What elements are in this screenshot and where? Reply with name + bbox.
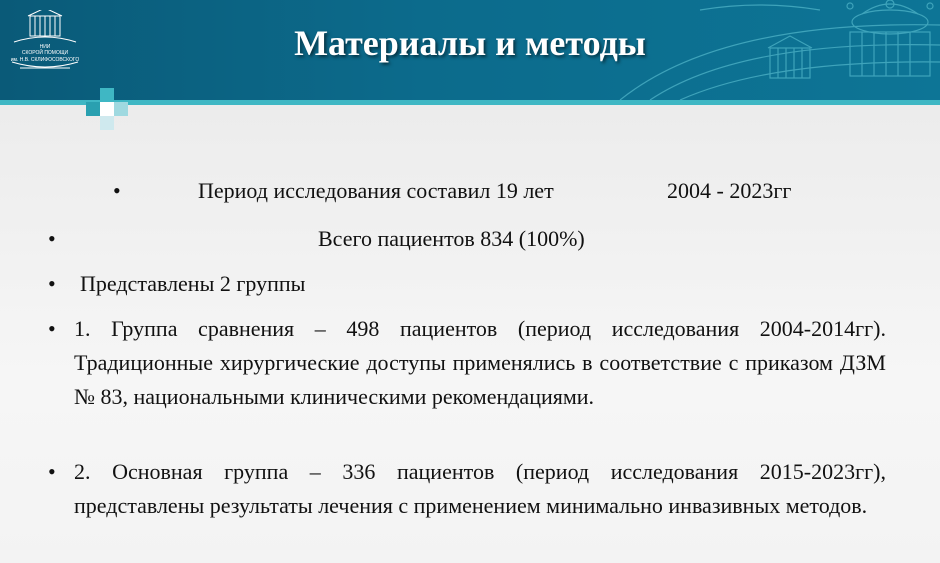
bullet-marker: •: [48, 316, 56, 341]
bullet-marker: •: [48, 271, 56, 296]
bullet-main-group: 2. Основная группа – 336 пациентов (период исследования 2015-2023гг), представлены результаты лечения с применением минимально инвазивных методов.: [74, 459, 886, 518]
slide-title: Материалы и методы: [294, 23, 646, 63]
bullet-total-patients: Всего пациентов 834 (100%): [318, 226, 585, 251]
bullet-marker: •: [113, 178, 121, 203]
bullet-comparison-group: 1. Группа сравнения – 498 пациентов (период исследования 2004-2014гг). Традиционные хирургические доступы применялись в соответствие с приказом ДЗМ № 83, национальными клиническими рекомендациями.: [74, 316, 886, 409]
bullet-marker: •: [48, 459, 56, 484]
svg-text:НИИ: НИИ: [39, 44, 51, 50]
svg-text:им. Н.В. СКЛИФОСОВСКОГО: им. Н.В. СКЛИФОСОВСКОГО: [10, 57, 80, 63]
bullet-study-period: Период исследования составил 19 лет: [198, 178, 554, 203]
bullet-marker: •: [48, 226, 56, 251]
bullet-groups: Представлены 2 группы: [80, 271, 306, 296]
bullet-study-range: 2004 - 2023гг: [667, 178, 792, 203]
svg-text:СКОРОЙ ПОМОЩИ: СКОРОЙ ПОМОЩИ: [21, 50, 69, 56]
